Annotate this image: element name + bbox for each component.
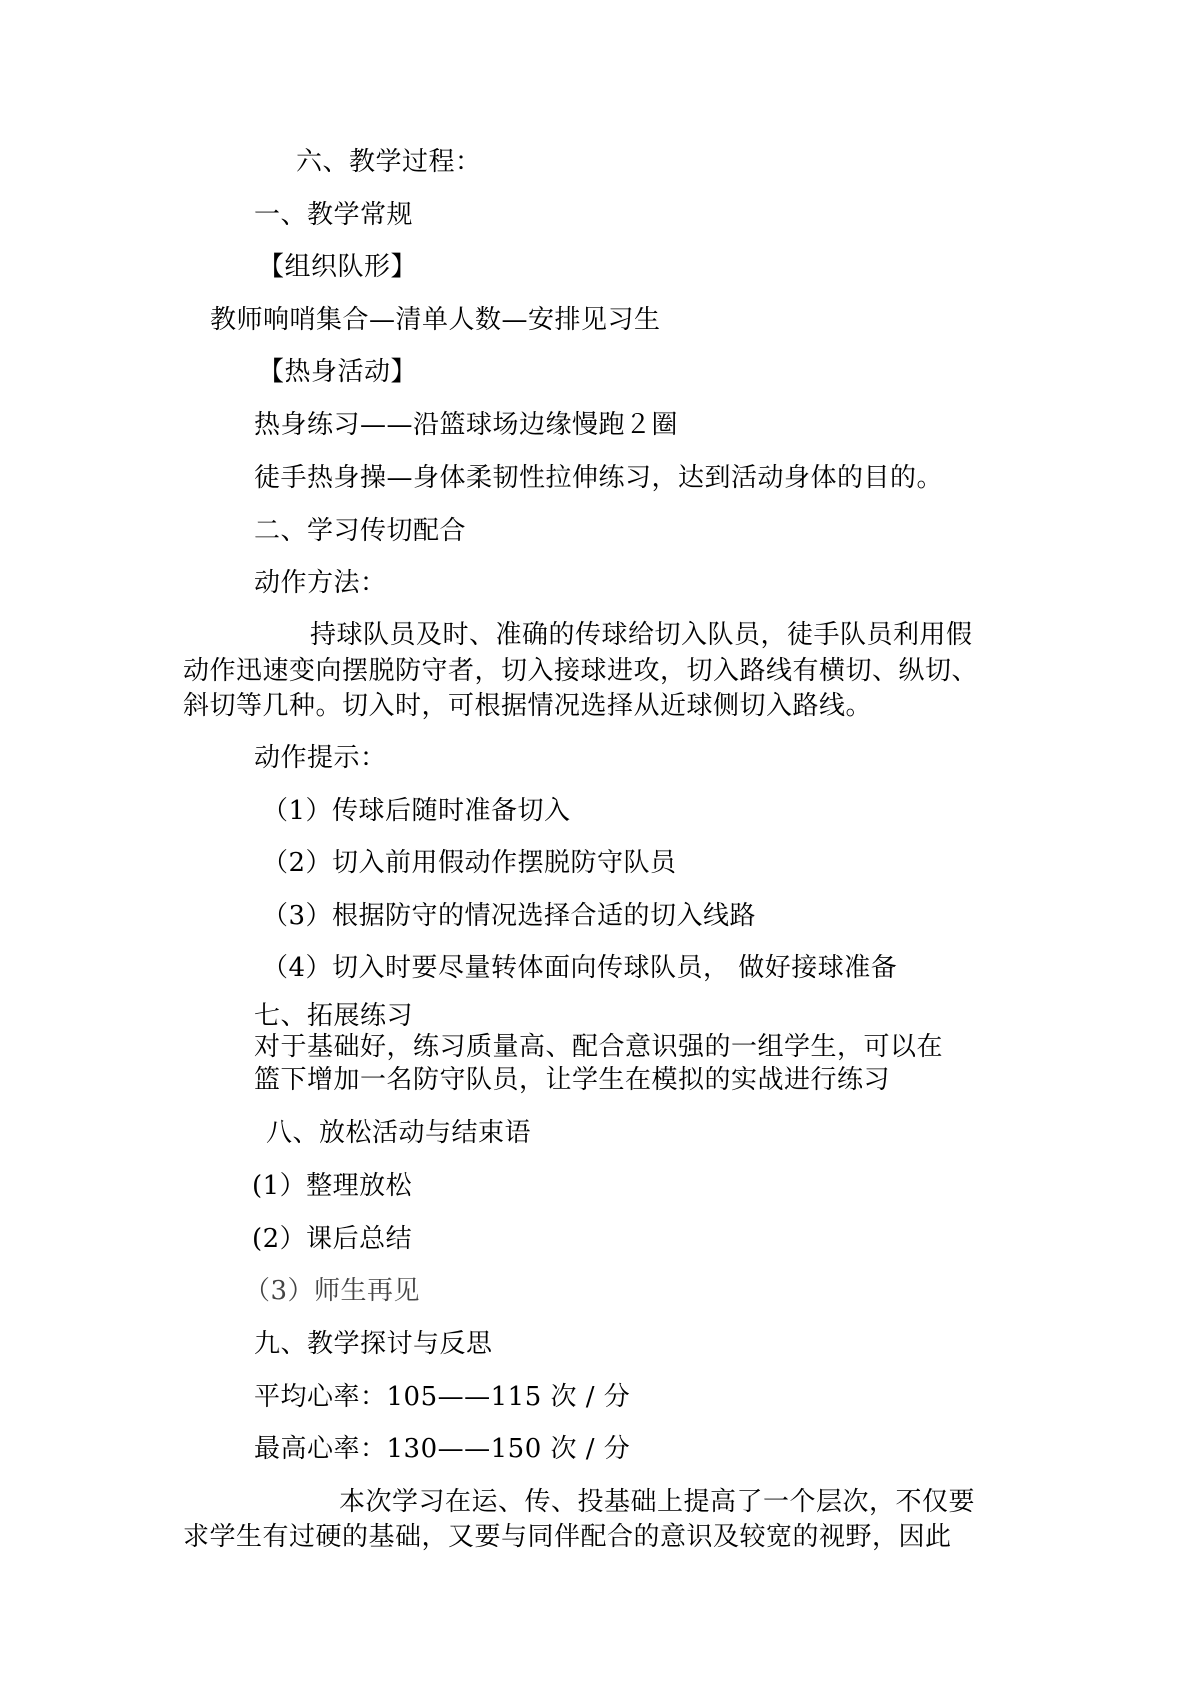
list-item: (1）整理放松 [252,1171,413,1201]
section-heading-extension: 七、拓展练习 [254,1001,414,1031]
paragraph-line: 求学生有过硬的基础，又要与同伴配合的意识及较宽的视野，因此 [183,1522,952,1552]
paragraph-line: 篮下增加一名防守队员，让学生在模拟的实战进行练习 [254,1065,891,1095]
list-item: （3）师生再见 [244,1276,421,1306]
section-heading-reflection: 九、教学探讨与反思 [254,1329,493,1359]
section-heading-pass-cut: 二、学习传切配合 [254,516,467,546]
label-method: 动作方法： [254,568,387,598]
heart-rate-average: 平均心率：105——115 次 / 分 [254,1382,631,1412]
label-tips: 动作提示： [254,743,387,773]
section-heading-teaching-routine: 一、教学常规 [254,200,414,230]
paragraph-line: 徒手热身操—身体柔韧性拉伸练习，达到活动身体的目的。 [254,463,944,493]
list-item: （3）根据防守的情况选择合适的切入线路 [262,901,757,931]
paragraph-line: 教师响哨集合—清单人数—安排见习生 [210,305,661,335]
section-heading-relaxation: 八、放松活动与结束语 [266,1118,532,1148]
list-item: （2）切入前用假动作摆脱防守队员 [262,848,677,878]
paragraph-line: 热身练习——沿篮球场边缘慢跑２圈 [254,410,679,440]
paragraph-line: 动作迅速变向摆脱防守者，切入接球进攻，切入路线有横切、纵切、 [183,656,979,686]
section-heading-teaching-process: 六、教学过程： [296,147,482,177]
subheading-warmup: 【热身活动】 [258,357,418,387]
list-item: （1）传球后随时准备切入 [262,796,571,826]
list-item: (2）课后总结 [252,1224,413,1254]
subheading-formation: 【组织队形】 [258,252,418,282]
paragraph-line: 斜切等几种。切入时，可根据情况选择从近球侧切入路线。 [183,691,873,721]
paragraph-line: 本次学习在运、传、投基础上提高了一个层次，不仅要 [339,1487,976,1517]
paragraph-line: 持球队员及时、准确的传球给切入队员，徒手队员利用假 [310,620,973,650]
list-item: （4）切入时要尽量转体面向传球队员， 做好接球准备 [262,953,898,983]
paragraph-line: 对于基础好，练习质量高、配合意识强的一组学生，可以在 [254,1032,944,1062]
heart-rate-max: 最高心率：130——150 次 / 分 [254,1434,631,1464]
